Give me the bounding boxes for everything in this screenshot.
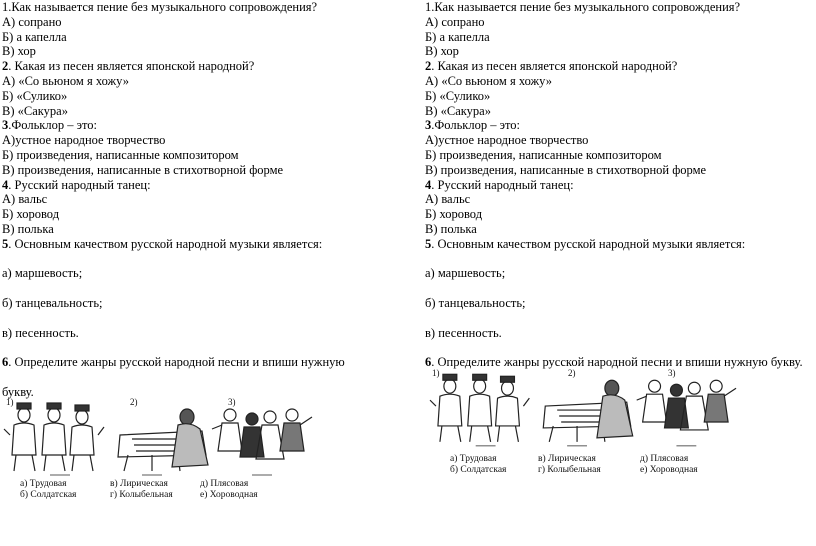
option-5a: а) маршевость; bbox=[2, 266, 83, 281]
genre-a: а) Трудовая bbox=[20, 479, 67, 489]
right-quiz-column bbox=[425, 0, 816, 370]
question-3: 3.Фольклор – это: bbox=[425, 118, 520, 133]
genre-d: д) Плясовая bbox=[200, 479, 249, 489]
option-3c: В) произведения, написанные в стихотворной форме bbox=[425, 162, 707, 177]
question-6: 6. Определите жанры русской народной песни и впиши нужную букву. bbox=[425, 355, 803, 370]
option-5a: а) маршевость; bbox=[425, 266, 506, 281]
option-2a: А) «Со вьюном я хожу» bbox=[425, 73, 552, 88]
option-1a: А) сопрано bbox=[425, 14, 485, 29]
picture-number-3: 3) bbox=[228, 397, 236, 407]
option-2c: В) «Сакура» bbox=[2, 103, 68, 118]
option-3b: Б) произведения, написанные композитором bbox=[2, 147, 239, 162]
option-2b: Б) «Сулико» bbox=[425, 88, 491, 103]
option-3a: А)устное народное творчество bbox=[425, 133, 589, 148]
option-4a: А) вальс bbox=[2, 192, 48, 207]
genre-a: а) Трудовая bbox=[450, 454, 497, 464]
question-5: 5. Основным качеством русской народной музыки является: bbox=[425, 236, 746, 251]
question-4: 4. Русский народный танец: bbox=[425, 177, 574, 192]
song-genres-illustration bbox=[428, 366, 744, 474]
picture-number-1: 1) bbox=[6, 397, 14, 407]
option-1b: Б) а капелла bbox=[2, 29, 67, 44]
option-3b: Б) произведения, написанные композитором bbox=[425, 147, 662, 162]
option-2b: Б) «Сулико» bbox=[2, 88, 68, 103]
question-1: 1.Как называется пение без музыкального сопровождения? bbox=[2, 0, 318, 14]
option-5c: в) песенность. bbox=[2, 325, 79, 340]
question-6: 6. Определите жанры русской народной песни и впиши нужную bbox=[2, 355, 345, 370]
option-1c: В) хор bbox=[2, 44, 36, 59]
option-3a: А)устное народное творчество bbox=[2, 133, 166, 148]
picture-number-3: 3) bbox=[668, 368, 676, 378]
question-1: 1.Как называется пение без музыкального сопровождения? bbox=[425, 0, 741, 14]
spinning-woman-drawing bbox=[118, 409, 208, 471]
dancers-drawing bbox=[637, 380, 736, 430]
genre-v: в) Лирическая bbox=[110, 479, 168, 489]
option-1b: Б) а капелла bbox=[425, 29, 490, 44]
option-4b: Б) хоровод bbox=[425, 207, 483, 222]
left-quiz-column bbox=[2, 0, 402, 400]
question-4: 4. Русский народный танец: bbox=[2, 177, 151, 192]
question-3: 3.Фольклор – это: bbox=[2, 118, 97, 133]
option-4c: В) полька bbox=[425, 221, 477, 236]
option-5b: б) танцевальность; bbox=[2, 295, 103, 310]
genre-d: д) Плясовая bbox=[640, 454, 689, 464]
option-4b: Б) хоровод bbox=[2, 207, 60, 222]
spinning-woman-drawing bbox=[543, 380, 632, 442]
genre-g: г) Колыбельная bbox=[538, 465, 601, 475]
genre-v: в) Лирическая bbox=[538, 454, 596, 464]
genre-e: е) Хороводная bbox=[200, 490, 258, 500]
option-2a: А) «Со вьюном я хожу» bbox=[2, 73, 129, 88]
genre-b: б) Солдатская bbox=[450, 465, 507, 475]
dancers-drawing bbox=[212, 409, 312, 459]
option-2c: В) «Сакура» bbox=[425, 103, 491, 118]
question-6-continued: букву. bbox=[2, 384, 34, 399]
picture-number-2: 2) bbox=[130, 397, 138, 407]
soldiers-drawing bbox=[430, 374, 529, 442]
picture-number-1: 1) bbox=[432, 368, 440, 378]
option-5c: в) песенность. bbox=[425, 325, 502, 340]
question-2: 2. Какая из песен является японской народной? bbox=[2, 59, 255, 74]
option-3c: В) произведения, написанные в стихотворной форме bbox=[2, 162, 284, 177]
option-5b: б) танцевальность; bbox=[425, 295, 526, 310]
question-2: 2. Какая из песен является японской народной? bbox=[425, 59, 678, 74]
genre-g: г) Колыбельная bbox=[110, 490, 173, 500]
option-4c: В) полька bbox=[2, 221, 54, 236]
picture-number-2: 2) bbox=[568, 368, 576, 378]
song-genres-illustration bbox=[2, 395, 320, 503]
option-1c: В) хор bbox=[425, 44, 459, 59]
genre-e: е) Хороводная bbox=[640, 465, 698, 475]
option-4a: А) вальс bbox=[425, 192, 471, 207]
question-5: 5. Основным качеством русской народной музыки является: bbox=[2, 236, 323, 251]
option-1a: А) сопрано bbox=[2, 14, 62, 29]
genre-b: б) Солдатская bbox=[20, 490, 77, 500]
soldiers-drawing bbox=[4, 403, 104, 471]
